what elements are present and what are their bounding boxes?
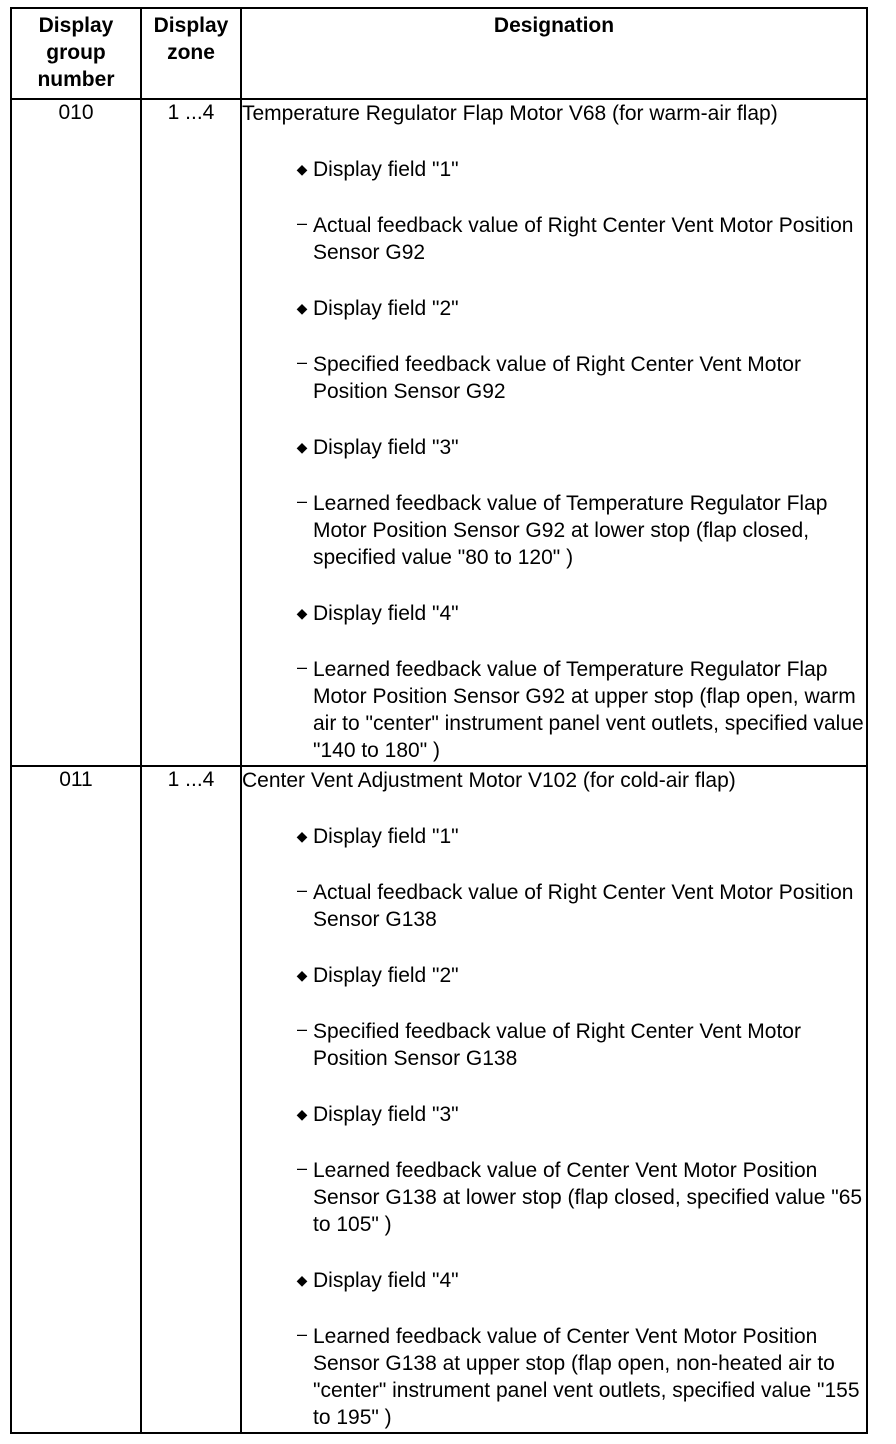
diamond-bullet-icon: ◆	[296, 300, 308, 316]
feedback-description	[296, 879, 866, 933]
feedback-description-text: Actual feedback value of Right Center Vent Motor Position Sensor G138	[313, 881, 854, 931]
designation-title: Temperature Regulator Flap Motor V68 (for warm-air flap)	[242, 102, 778, 125]
header-group-line-2: group	[46, 41, 106, 64]
display-field-label: Display field "3"	[313, 436, 459, 459]
header-display-zone	[141, 8, 241, 99]
feedback-description-text: Learned feedback value of Temperature Regulator Flap Motor Position Sensor G92 at lower stop (flap closed, specified value "80 to 120" )	[313, 492, 828, 569]
group-number-cell: 011	[11, 766, 141, 1433]
designation-cell	[241, 99, 867, 766]
header-group-line-3: number	[37, 68, 115, 91]
header-group-line-1: Display	[38, 14, 114, 37]
header-zone-line-2: zone	[167, 41, 215, 64]
display-group-table	[10, 7, 868, 1434]
designation-cell	[241, 766, 867, 1433]
display-field-label: Display field "4"	[313, 602, 459, 625]
header-display-group-number	[11, 8, 141, 99]
display-field-item	[296, 962, 866, 989]
feedback-description-text: Specified feedback value of Right Center Vent Motor Position Sensor G138	[313, 1020, 801, 1070]
display-field-item	[296, 156, 866, 183]
feedback-description-text: Learned feedback value of Center Vent Motor Position Sensor G138 at upper stop (flap open, non-heated air to "center" instrument panel vent outlets, specified value "155 to 195" )	[313, 1325, 860, 1429]
diamond-bullet-icon: ◆	[296, 828, 308, 844]
feedback-description	[296, 490, 866, 571]
designation-title: Center Vent Adjustment Motor V102 (for cold-air flap)	[242, 769, 736, 792]
dash-bullet-icon: –	[296, 352, 307, 372]
dash-bullet-icon: –	[296, 1158, 307, 1178]
display-field-item	[296, 600, 866, 627]
header-row	[11, 8, 867, 99]
display-field-item	[296, 1101, 866, 1128]
diamond-bullet-icon: ◆	[296, 1272, 308, 1288]
display-field-label: Display field "4"	[313, 1269, 459, 1292]
display-field-label: Display field "2"	[313, 297, 459, 320]
display-field-item	[296, 1267, 866, 1294]
header-designation: Designation	[241, 8, 867, 99]
display-field-item	[296, 823, 866, 850]
feedback-description	[296, 1018, 866, 1072]
diamond-bullet-icon: ◆	[296, 439, 308, 455]
table-row	[11, 766, 867, 1433]
display-field-item	[296, 434, 866, 461]
table-row	[11, 99, 867, 766]
feedback-description-text: Learned feedback value of Temperature Regulator Flap Motor Position Sensor G92 at upper stop (flap open, warm air to "center" instrument panel vent outlets, specified value "140 to 180" )	[313, 658, 864, 762]
feedback-description-text: Learned feedback value of Center Vent Motor Position Sensor G138 at lower stop (flap closed, specified value "65 to 105" )	[313, 1159, 863, 1236]
dash-bullet-icon: –	[296, 1324, 307, 1344]
feedback-description	[296, 1157, 866, 1238]
diamond-bullet-icon: ◆	[296, 1106, 308, 1122]
dash-bullet-icon: –	[296, 880, 307, 900]
header-zone-line-1: Display	[153, 14, 229, 37]
display-zone-cell: 1 ...4	[141, 99, 241, 766]
feedback-description	[296, 656, 866, 764]
feedback-description	[296, 1323, 866, 1431]
dash-bullet-icon: –	[296, 491, 307, 511]
feedback-description-text: Specified feedback value of Right Center Vent Motor Position Sensor G92	[313, 353, 801, 403]
display-zone-cell: 1 ...4	[141, 766, 241, 1433]
dash-bullet-icon: –	[296, 1019, 307, 1039]
diamond-bullet-icon: ◆	[296, 161, 308, 177]
display-field-label: Display field "3"	[313, 1103, 459, 1126]
feedback-description-text: Actual feedback value of Right Center Vent Motor Position Sensor G92	[313, 214, 854, 264]
diamond-bullet-icon: ◆	[296, 605, 308, 621]
display-field-label: Display field "1"	[313, 825, 459, 848]
feedback-description	[296, 351, 866, 405]
diamond-bullet-icon: ◆	[296, 967, 308, 983]
group-number-cell: 010	[11, 99, 141, 766]
feedback-description	[296, 212, 866, 266]
dash-bullet-icon: –	[296, 213, 307, 233]
display-field-item	[296, 295, 866, 322]
dash-bullet-icon: –	[296, 657, 307, 677]
display-field-label: Display field "1"	[313, 158, 459, 181]
display-field-label: Display field "2"	[313, 964, 459, 987]
